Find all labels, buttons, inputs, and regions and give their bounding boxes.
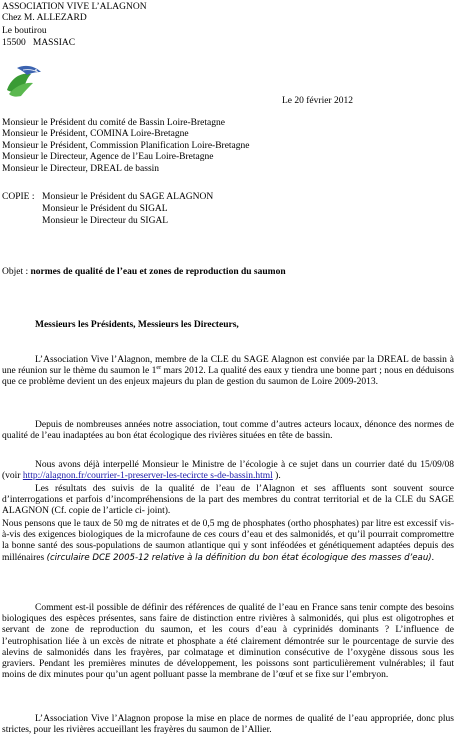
paragraph-4b-end: . — [431, 552, 434, 563]
letter-date: Le 20 février 2012 — [282, 96, 353, 106]
copie-line: Monsieur le Président du SAGE ALAGNON — [42, 192, 214, 202]
sender-org: ASSOCIATION VIVE L’ALAGNON — [2, 2, 147, 12]
recipient-line: Monsieur le Président, COMINA Loire-Bretagne — [2, 129, 189, 139]
objet-label: Objet : — [2, 267, 29, 277]
copie-line: Monsieur le Président du SIGAL — [42, 204, 168, 214]
paragraph-3-part-b: ). — [272, 471, 281, 482]
paragraph-4b-text: Nous pensons que le taux de 50 mg de nitrates et de 0,5 mg de phosphates (ortho phosphates) par litre est excessif vis-à-vis des exigences biologiques de la microfaune de ces cours d’eau et des salmonidés, et qu’il pourrait compromettre la bonne santé des sous-populations de saumon atlantique qui y sont inféodées et génétiquement adaptées depuis des millénaires — [2, 519, 454, 563]
paragraph-6: L’Association Vive l’Alagnon propose la mise en place de normes de qualité de l’eau appropriée, donc plus strictes, pour les rivières accueillant les frayères du saumon de l’Allier. — [2, 714, 454, 736]
paragraph-5: Comment est-il possible de définir des références de qualité de l’eau en France sans tenir compte des besoins biologiques des espèces présentes, sans faire de distinction entre rivières à salmonidés, qui plus est oligotrophes et servant de zone de reproduction du saumon, et les cours d’eau à cyprinidés dominants ? L’influence de l’eutrophisation liée à un excès de nitrate et phosphate a été clairement démontrée sur le pourcentage de survie des alevins de salmonidés dans les frayères, par colmatage et diminution consécutive de l’oxygène dissous sous les graviers. Pendant les premières minutes de développement, les poissons sont particulièrement vulnérables; il faut moins de dix minutes pour qu’un agent polluant passe la membrane de l’œuf et se fixe sur l’embryon. — [2, 603, 454, 681]
paragraph-3-part-a: Nous avons déjà interpellé Monsieur le Ministre de l’écologie à ce sujet dans un courrier daté du 15/09/08 (voir — [2, 460, 454, 482]
recipient-line: Monsieur le Président du comité de Bassin Loire-Bretagne — [2, 118, 225, 128]
copie-line: Monsieur le Directeur du SIGAL — [42, 216, 169, 226]
recipient-line: Monsieur le Directeur, Agence de l’Eau Loire-Bretagne — [2, 152, 214, 162]
copie-label: COPIE : — [2, 192, 35, 202]
paragraph-2: Depuis de nombreuses années notre association, tout comme d’autres acteurs locaux, dénonce des normes de qualité de l’eau inadaptées au bon état écologique des rivières situées en tête de bassin. — [2, 420, 454, 442]
sender-postcode: 15500 — [2, 38, 26, 48]
recipient-line: Monsieur le Président, Commission Planification Loire-Bretagne — [2, 141, 250, 151]
sender-street: Le boutirou — [2, 26, 47, 36]
dce-reference: (circulaire DCE 2005-12 relative à la définition du bon état écologique des masses d’eau) — [46, 552, 432, 563]
objet-line — [2, 267, 286, 278]
sender-city-line — [2, 38, 75, 49]
paragraph-3 — [2, 460, 454, 482]
fish-river-logo — [3, 60, 43, 100]
sender-city: MASSIAC — [32, 38, 76, 48]
salutation: Messieurs les Présidents, Messieurs les Directeurs, — [35, 320, 239, 330]
paragraph-4: Les résultats des suivis de la qualité de l’eau de l’Alagnon et ses affluents sont souvent source d’interrogations et parfois d’incompréhensions de la part des membres du contrat territorial et de la CLE du SAGE ALAGNON (Cf. copie de l’article ci- joint). — [2, 484, 454, 517]
paragraph-1-part-b: mars 2012. La qualité des eaux y tiendra une bonne part ; nous en déduisons que ce problème devient un des enjeux majeurs du plan de gestion du saumon de Loire 2009-2013. — [2, 366, 454, 388]
sender-chez: Chez M. ALLEZARD — [2, 13, 87, 23]
paragraph-1 — [2, 355, 454, 389]
courrier-link[interactable]: http://alagnon.fr/courrier-1-preserver-les-tecircte s-de-bassin.html — [22, 471, 273, 482]
recipient-line: Monsieur le Directeur, DREAL de bassin — [2, 164, 160, 174]
paragraph-1-sup: er — [156, 365, 162, 372]
objet-text: normes de qualité de l’eau et zones de reproduction du saumon — [30, 267, 286, 277]
paragraph-4b — [2, 519, 454, 564]
paragraph-1-part-a: L’Association Vive l’Alagnon, membre de la CLE du SAGE Alagnon est conviée par la DREAL de bassin à une réunion sur le thème du saumon le 1 — [2, 355, 454, 377]
